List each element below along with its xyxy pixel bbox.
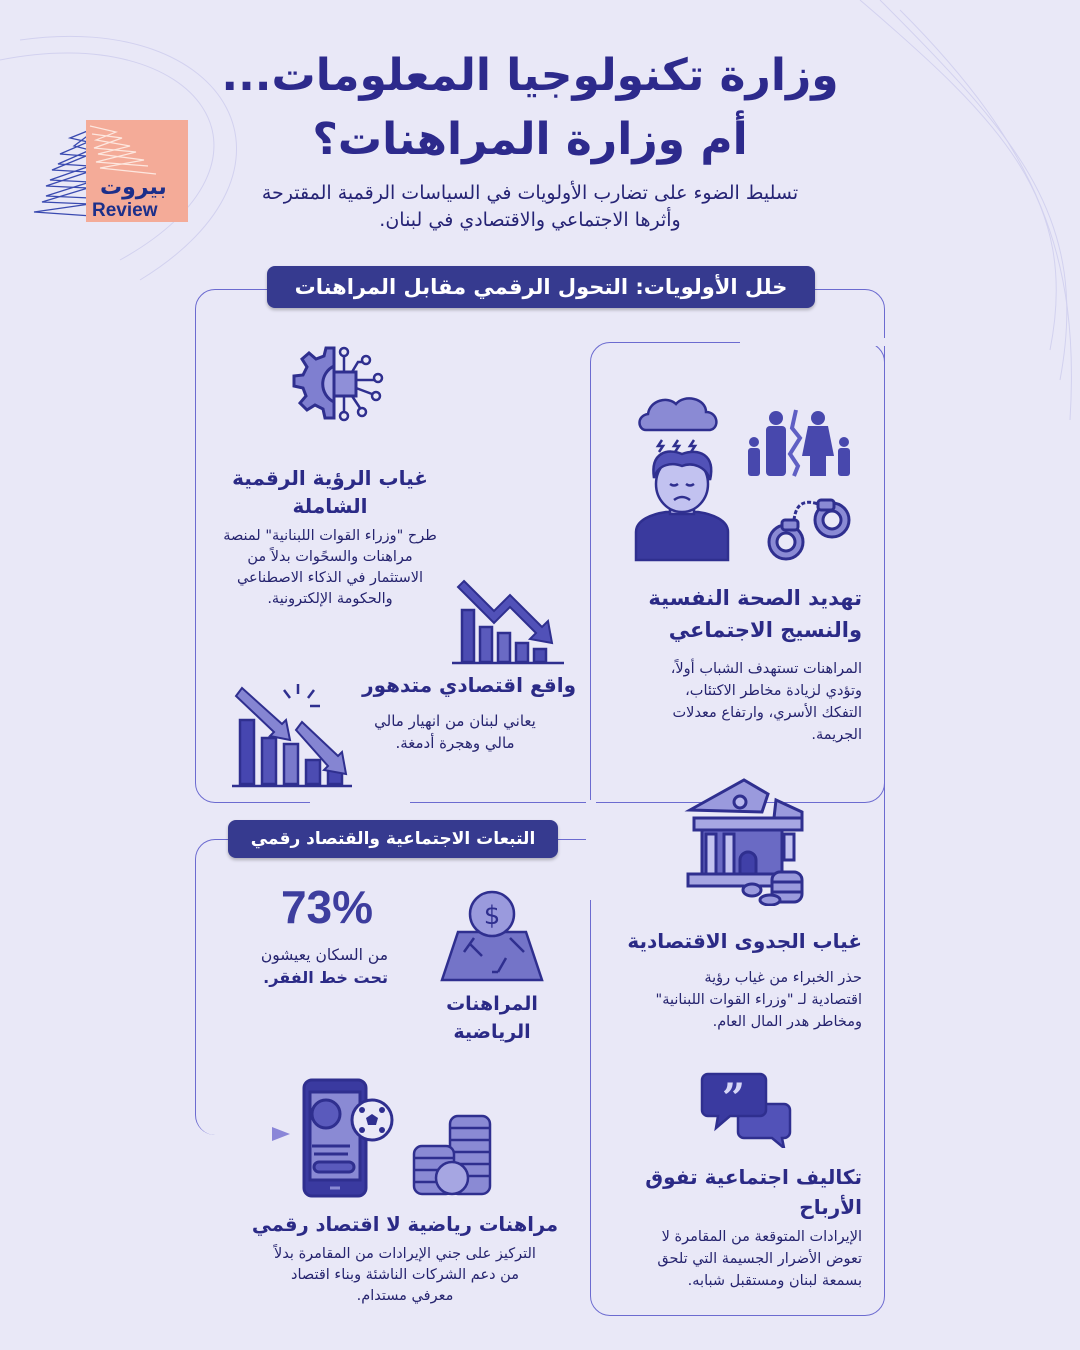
subtitle-line-1: تسليط الضوء على تضارب الأولويات في السياسات الرقمية المقترحة: [261, 182, 799, 204]
broken-bank-icon: [684, 776, 810, 906]
handcuffs-icon: [766, 490, 856, 565]
beirut-review-logo: [30, 120, 190, 225]
crash-chart-icon: [230, 680, 355, 790]
subtitle-line-2: وأثرها الاجتماعي والاقتصادي في لبنان.: [379, 209, 681, 231]
poverty-stat-caption: [240, 944, 388, 990]
svg-text:$: $: [483, 901, 501, 931]
poverty-stat-line-2: تحت خط الفقر.: [263, 968, 388, 987]
no-digital-economy-title: مراهنات رياضية لا اقتصاد رقمي: [251, 1213, 559, 1236]
money-map-icon: [440, 886, 545, 986]
title-line-1: وزارة تكنولوجيا المعلومات...: [221, 50, 839, 101]
economic-reality-title: واقع اقتصادي متدهور: [362, 673, 576, 697]
economic-reality-block: [330, 670, 580, 754]
no-digital-economy-block: [240, 1210, 570, 1307]
sad-person-icon: [632, 392, 732, 562]
poverty-stat-value: 73%: [280, 881, 374, 933]
economic-futility-block: [610, 925, 862, 1033]
economic-futility-title: غياب الجدوى الاقتصادية: [627, 929, 862, 953]
sports-betting-title: المراهنات الرياضية: [446, 993, 538, 1043]
digital-vision-title: غياب الرؤية الرقمية الشاملة: [232, 466, 428, 518]
social-costs-title: تكاليف اجتماعية تفوق الأرباح: [645, 1165, 862, 1219]
quote-bubbles-icon: [700, 1072, 796, 1148]
coin-stacks-icon: [412, 1110, 494, 1198]
poverty-stat-line-1: من السكان يعيشون: [260, 946, 388, 964]
declining-chart-icon: [450, 575, 570, 667]
cedar-tree-light-icon: [86, 120, 188, 180]
gear-circuit-icon: [278, 342, 388, 432]
mental-health-block: [610, 582, 862, 746]
frame-gap: [740, 338, 885, 346]
economic-reality-body: يعاني لبنان من انهيار مالي مالي وهجرة أدمغة.: [374, 712, 536, 752]
title-line-2: أم وزارة المراهنات؟: [312, 114, 748, 165]
digital-vision-body: طرح "وزراء القوات اللبنانية" لمنصة مراهنات والسحًوات بدلاً من الاستثمار في الذكاء الاصطناعي والحكومة الإلكترونية.: [223, 528, 437, 607]
svg-text:”: ”: [722, 1075, 746, 1122]
logo-english-text: Review: [92, 200, 158, 221]
frame-gap: [586, 800, 596, 900]
no-digital-economy-body: التركيز على جني الإيرادات من المقامرة بدلاً من دعم الشركات الناشئة وبناء اقتصاد معرفي مستدام.: [274, 1246, 536, 1304]
arrow-right-icon: [270, 1124, 294, 1144]
logo-arabic-text: بيروت: [100, 175, 167, 200]
social-costs-block: [610, 1162, 862, 1292]
social-costs-body: الإيرادات المتوقعة من المقامرة لا تعوض الأضرار الجسيمة التي تلحق بسمعة لبنان ومستقبل شبابه.: [657, 1229, 862, 1289]
economic-futility-body: حذر الخبراء من غياب رؤية اقتصادية لـ "وزراء القوات اللبنانية" ومخاطر هدر المال العام.: [655, 970, 862, 1030]
section2-label: التبعات الاجتماعية والقتصاد رقمي: [228, 820, 558, 858]
phone-betting-icon: [300, 1078, 396, 1198]
mental-health-title: تهديد الصحة النفسية والنسيج الاجتماعي: [648, 586, 862, 642]
section1-label: خلل الأولويات: التحول الرقمي مقابل المراهنات: [267, 266, 815, 308]
digital-vision-block: [205, 464, 455, 610]
frame-gap: [310, 795, 410, 805]
page-title: [150, 48, 910, 168]
page-subtitle: [200, 180, 860, 234]
mental-health-body: المراهنات تستهدف الشباب أولاً، وتؤدي لزيادة مخاطر الاكتئاب، التفكك الأسري، وارتفاع معدلات الجريمة.: [670, 661, 862, 743]
broken-family-icon: [742, 408, 857, 478]
